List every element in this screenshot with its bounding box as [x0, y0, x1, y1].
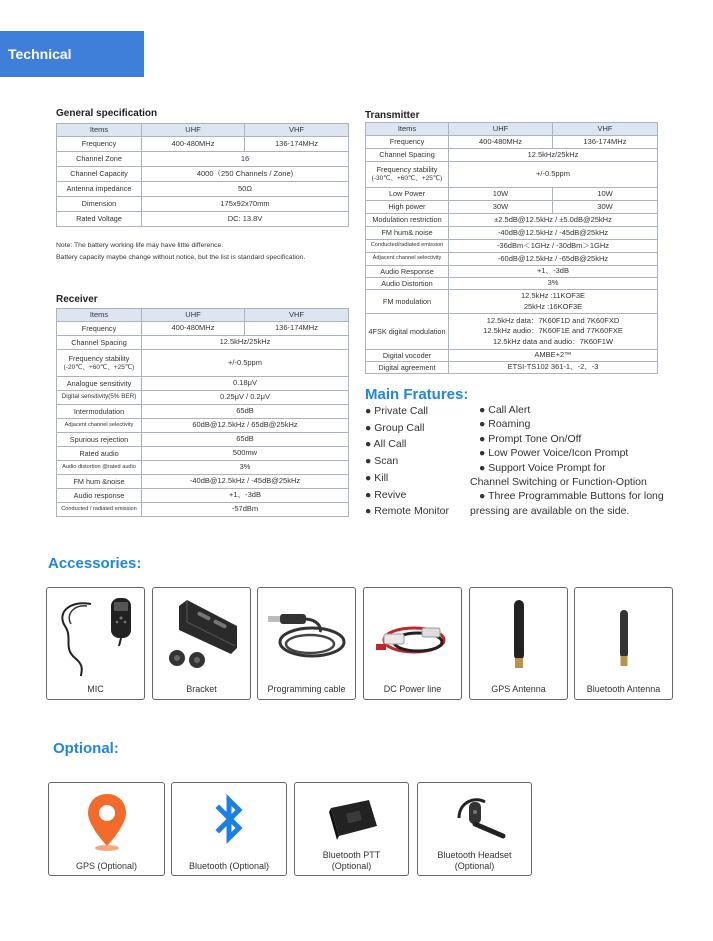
- accessory-label: MIC: [87, 684, 104, 694]
- table-row: Rated audio 500mw: [57, 447, 349, 461]
- list-item: ● Private Call: [365, 405, 428, 417]
- accessory-card: [363, 587, 462, 700]
- location-pin-icon: [49, 787, 164, 857]
- optional-card: [171, 782, 287, 876]
- accessory-label: DC Power line: [383, 684, 442, 694]
- table-row: Digital vocoder AMBE+2™: [366, 350, 658, 362]
- table-row: Dimension 175x92x70mm: [57, 197, 349, 212]
- table-row: Antenna impedance 50Ω: [57, 182, 349, 197]
- transmitter-table: [365, 122, 658, 374]
- accessory-card: [152, 587, 251, 700]
- table-row: Low Power 10W 10W: [366, 188, 658, 201]
- table-row: Frequency stability (-30℃、+60℃、+25℃) +/-0.5ppm: [366, 162, 658, 188]
- table-row: 4FSK digital modulation 12.5kHz data：7K60F1D and 7K60FXD 12.5kHz audio：7K60F1E and 77K60FXE 12.5kHz data and audio：7K60F1W: [366, 314, 658, 350]
- usb-cable-icon: [258, 592, 355, 677]
- antenna-icon: [470, 592, 567, 677]
- battery-note: Note: The battery working life may have little difference. Battery capacity maybe change without notice, but the list is standard specification.: [56, 242, 306, 261]
- header-cell: Items: [366, 123, 449, 136]
- antenna-icon: [575, 592, 672, 677]
- table-row: Channel Spacing 12.5kHz/25kHz: [57, 336, 349, 350]
- accessory-card: [257, 587, 356, 700]
- table-row: Frequency stability (-20℃、+60℃、+25℃) +/-0.5ppm: [57, 350, 349, 377]
- features-left-list: [365, 403, 449, 520]
- optional-card: [48, 782, 165, 876]
- table-row: Channel Zone 16: [57, 152, 349, 167]
- ptt-button-icon: [295, 787, 408, 849]
- list-item: ● Support Voice Prompt for: [479, 461, 606, 474]
- table-row: Frequency 400-480MHz 136-174MHz: [366, 136, 658, 149]
- table-row: Modulation restriction ±2.5dB@12.5kHz / ±5.0dB@25kHz: [366, 214, 658, 227]
- header-cell: VHF: [245, 124, 349, 137]
- list-item: ● Prompt Tone On/Off: [479, 432, 582, 445]
- features-right-list: [470, 403, 664, 518]
- table-row: Spurious rejection 65dB: [57, 433, 349, 447]
- optional-card: [417, 782, 532, 876]
- table-row: Digital agreement ETSI-TS102 361-1、-2、-3: [366, 362, 658, 374]
- table-row: Frequency 400-480MHz 136-174MHz: [57, 322, 349, 336]
- table-row: Audio response +1、-3dB: [57, 489, 349, 503]
- microphone-icon: [47, 592, 144, 677]
- table-row: FM modulation 12.5kHz :11KOF3E 25kHz :16KOF3E: [366, 290, 658, 314]
- list-item: ● All Call: [365, 438, 407, 451]
- transmitter-title: Transmitter: [365, 110, 420, 121]
- table-row: Analogue sensitivity 0.18μV: [57, 377, 349, 391]
- receiver-title: Receiver: [56, 294, 98, 305]
- table-row: Channel Capacity 4000（250 Channels / Zone): [57, 167, 349, 182]
- table-row: Adjacent channel selectivity 60dB@12.5kHz / 65dB@25kHz: [57, 419, 349, 433]
- receiver-table: [56, 308, 349, 517]
- accessory-card: [574, 587, 673, 700]
- header-cell: UHF: [449, 123, 553, 136]
- general-spec-title: General specification: [56, 108, 158, 119]
- table-row: Audio Distortion 3%: [366, 278, 658, 290]
- bracket-icon: [153, 592, 250, 677]
- table-row: Frequency 400-480MHz 136-174MHz: [57, 137, 349, 152]
- table-row: Audio Response +1、-3dB: [366, 266, 658, 278]
- accessory-card: [469, 587, 568, 700]
- list-item: Channel Switching or Function-Option: [470, 476, 647, 489]
- list-item: ● Low Power Voice/Icon Prompt: [479, 447, 629, 460]
- table-row: Digital sensitivity(5% BER) 0.25μV / 0.2μV: [57, 391, 349, 405]
- accessory-label: GPS Antenna: [491, 684, 546, 694]
- features-title: Main Fratures:: [365, 386, 469, 403]
- optional-label: Bluetooth PTT (Optional): [322, 850, 381, 871]
- headset-icon: [418, 787, 531, 849]
- table-row: Intermodulation 65dB: [57, 405, 349, 419]
- optional-card: [294, 782, 409, 876]
- list-item: ● Three Programmable Buttons for long: [479, 490, 664, 503]
- optional-label: Bluetooth Headset (Optional): [437, 850, 512, 871]
- accessory-label: Programming cable: [267, 684, 346, 694]
- header-cell: Items: [57, 309, 142, 322]
- optional-label: Bluetooth (Optional): [188, 861, 270, 871]
- accessories-title: Accessories:: [48, 555, 142, 572]
- accessory-label: Bluetooth Antenna: [586, 684, 661, 694]
- header-cell: Items: [57, 124, 142, 137]
- table-row: Conducted/radiated emission -36dBm＜1GHz / -30dBm＞1GHz: [366, 240, 658, 253]
- table-row: Rated Voltage DC: 13.8V: [57, 212, 349, 227]
- list-item: ● Remote Monitor: [365, 505, 449, 518]
- optional-title: Optional:: [53, 740, 119, 757]
- power-cable-icon: [364, 592, 461, 677]
- header-cell: VHF: [245, 309, 349, 322]
- optional-label: GPS (Optional): [75, 861, 138, 871]
- table-row: Channel Spacing 12.5kHz/25kHz: [366, 149, 658, 162]
- header-cell: UHF: [142, 309, 245, 322]
- header-cell: VHF: [553, 123, 658, 136]
- bluetooth-icon: [172, 787, 286, 857]
- accessory-card: [46, 587, 145, 700]
- table-row: FM hum& noise -40dB@12.5kHz / -45dB@25kHz: [366, 227, 658, 240]
- list-item: ● Roaming: [479, 418, 531, 431]
- header-cell: UHF: [142, 124, 245, 137]
- list-item: ● Revive: [365, 488, 407, 501]
- table-row: Audio distortion @rated audio 3%: [57, 461, 349, 475]
- list-item: ● Kill: [365, 471, 389, 484]
- table-row: FM hum &noise -40dB@12.5kHz / -45dB@25kHz: [57, 475, 349, 489]
- list-item: ● Group Call: [365, 421, 425, 434]
- table-row: Conducted / radiated emission -57dBm: [57, 503, 349, 517]
- accessory-label: Bracket: [186, 684, 217, 694]
- list-item: ● Call Alert: [479, 404, 531, 416]
- list-item: pressing are available on the side.: [470, 504, 630, 517]
- table-row: High power 30W 30W: [366, 201, 658, 214]
- section-banner: Technical parameters: [0, 31, 144, 77]
- list-item: ● Scan: [365, 455, 399, 468]
- general-spec-table: [56, 123, 349, 227]
- table-row: Adjacent channel selectivity -60dB@12.5kHz / -65dB@25kHz: [366, 253, 658, 266]
